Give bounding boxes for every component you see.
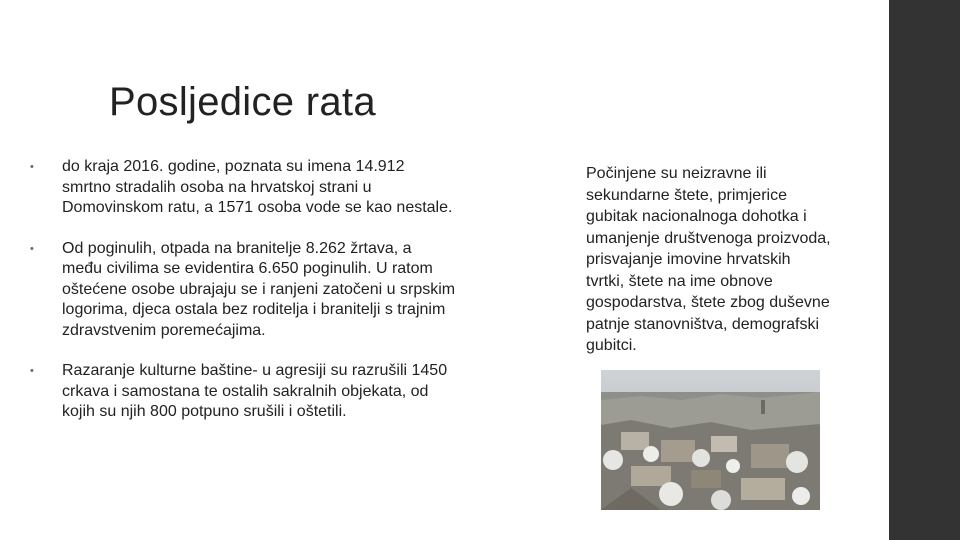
bullet-item: [30, 361, 520, 423]
bullet-text: Od poginulih, otpada na branitelje 8.262 žrtava, a među civilima se evidentira 6.650 poginulih. U ratom oštećene osobe ubrajaju se i ranjeni zatočeni u srpskim logorima, djeca ostala bez roditelja i branitelji s trajnim zdravstvenim poremećajima.: [62, 239, 456, 339]
slide-title: Posljedice rata: [109, 80, 376, 124]
bullet-dot: •: [30, 161, 34, 173]
bullet-list: [30, 157, 520, 443]
side-accent-bar: [889, 0, 960, 540]
bullet-dot: •: [30, 365, 34, 377]
bullet-text: do kraja 2016. godine, poznata su imena 14.912 smrtno stradalih osoba na hrvatskoj strani u Domovinskom ratu, a 1571 osoba vode se kao nestale.: [62, 158, 453, 216]
bullet-dot: •: [30, 242, 34, 255]
side-paragraph: Počinjene su neizravne ili sekundarne štete, primjerice gubitak nacionalnoga dohotka i umanjenje društvenoga proizvoda, prisvajanje imovine hrvatskih tvrtki, štete na ime obnove gospodarstva, štete zbog duševne patnje stanovništva, demografski gubitci.: [586, 165, 831, 354]
war-ruins-photo: [601, 370, 820, 510]
bullet-text: Razaranje kulturne baštine- u agresiji su razrušili 1450 crkava i samostana te ostalih sakralnih objekata, od kojih su njih 800 potpuno srušili i oštetili.: [62, 362, 448, 420]
bullet-item: [30, 157, 520, 219]
ruins-photo-illustration: [601, 370, 820, 510]
bullet-item: [30, 239, 520, 342]
